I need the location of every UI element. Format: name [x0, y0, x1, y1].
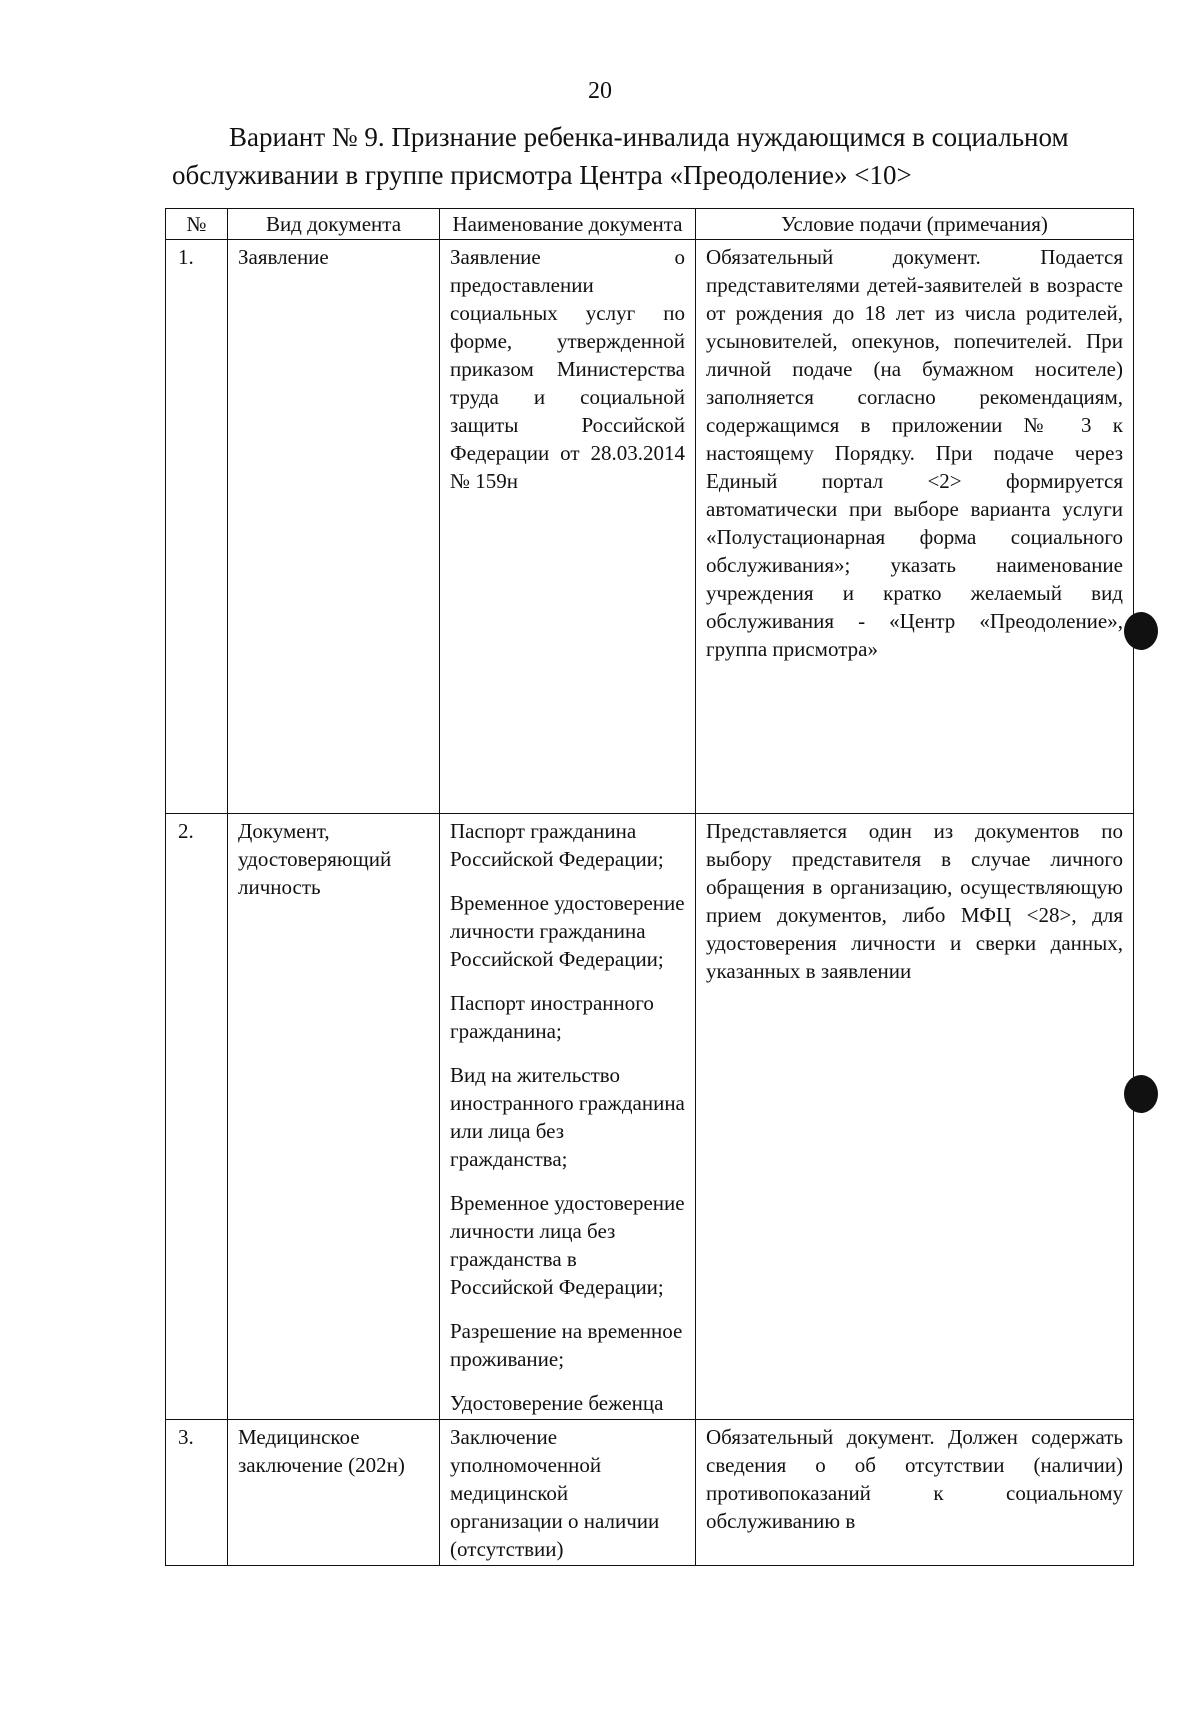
header-num: №: [166, 209, 228, 240]
page-title: [172, 118, 1132, 194]
title-line-1: Вариант № 9. Признание ребенка-инвалида нуждающимся в социальном: [229, 122, 1069, 152]
doc-name-item: Разрешение на временное проживание;: [450, 1319, 683, 1371]
punch-hole-mark: [1124, 612, 1158, 650]
row-doc-names: [440, 240, 696, 814]
table-row: [166, 240, 1134, 814]
row-doc-type: Документ, удостоверяющий личность: [228, 814, 440, 1420]
doc-name-item: Паспорт гражданина Российской Федерации;: [450, 819, 664, 871]
doc-name-item: Вид на жительство иностранного гражданина или лица без гражданства;: [450, 1063, 685, 1171]
row-doc-names: [440, 1420, 696, 1566]
row-num: 3.: [166, 1420, 228, 1566]
table-row: [166, 814, 1134, 1420]
doc-name-item: Заявление о предоставлении социальных услуг по форме, утвержденной приказом Министерства труда и социальной защиты Российской Федерации от 28.03.2014 № 159н: [450, 245, 685, 493]
doc-name-item: Временное удостоверение личности гражданина Российской Федерации;: [450, 891, 685, 971]
doc-name-item: Заключение уполномоченной медицинской организации о наличии (отсутствии): [450, 1425, 660, 1561]
row-condition: Обязательный документ. Подается представителями детей-заявителей в возрасте от рождения до 18 лет из числа родителей, усыновителей, опекунов, попечителей. При личной подаче (на бумажном носителе) заполняется согласно рекомендациям, содержащимся в приложении № 3 к настоящему Порядку. При подаче через Единый портал <2> формируется автоматически при выборе варианта услуги «Полустационарная форма социального обслуживания»; указать наименование учреждения и кратко желаемый вид обслуживания - «Центр «Преодоление», группа присмотра»: [696, 240, 1134, 814]
row-condition: Обязательный документ. Должен содержать сведения о об отсутствии (наличии) противопоказаний к социальному обслуживанию в: [696, 1420, 1134, 1566]
table-row: [166, 1420, 1134, 1566]
table-header-row: [166, 209, 1134, 240]
title-line-2: обслуживании в группе присмотра Центра «Преодоление» <10>: [172, 160, 912, 190]
doc-name-item: Временное удостоверение личности лица без гражданства в Российской Федерации;: [450, 1191, 685, 1299]
punch-hole-mark: [1124, 1075, 1158, 1113]
row-num: 1.: [166, 240, 228, 814]
header-condition: Условие подачи (примечания): [696, 209, 1134, 240]
doc-name-item: Паспорт иностранного гражданина;: [450, 991, 654, 1043]
row-condition: Представляется один из документов по выбору представителя в случае личного обращения в организацию, осуществляющую прием документов, либо МФЦ <28>, для удостоверения личности и сверки данных, указанных в заявлении: [696, 814, 1134, 1420]
row-doc-type: Заявление: [228, 240, 440, 814]
page-number: 20: [588, 78, 612, 104]
header-doc-name: Наименование документа: [440, 209, 696, 240]
documents-table: [165, 208, 1134, 1566]
row-doc-names: [440, 814, 696, 1420]
row-doc-type: Медицинское заключение (202н): [228, 1420, 440, 1566]
doc-name-item: Удостоверение беженца: [450, 1391, 664, 1415]
header-doc-type: Вид документа: [228, 209, 440, 240]
row-num: 2.: [166, 814, 228, 1420]
